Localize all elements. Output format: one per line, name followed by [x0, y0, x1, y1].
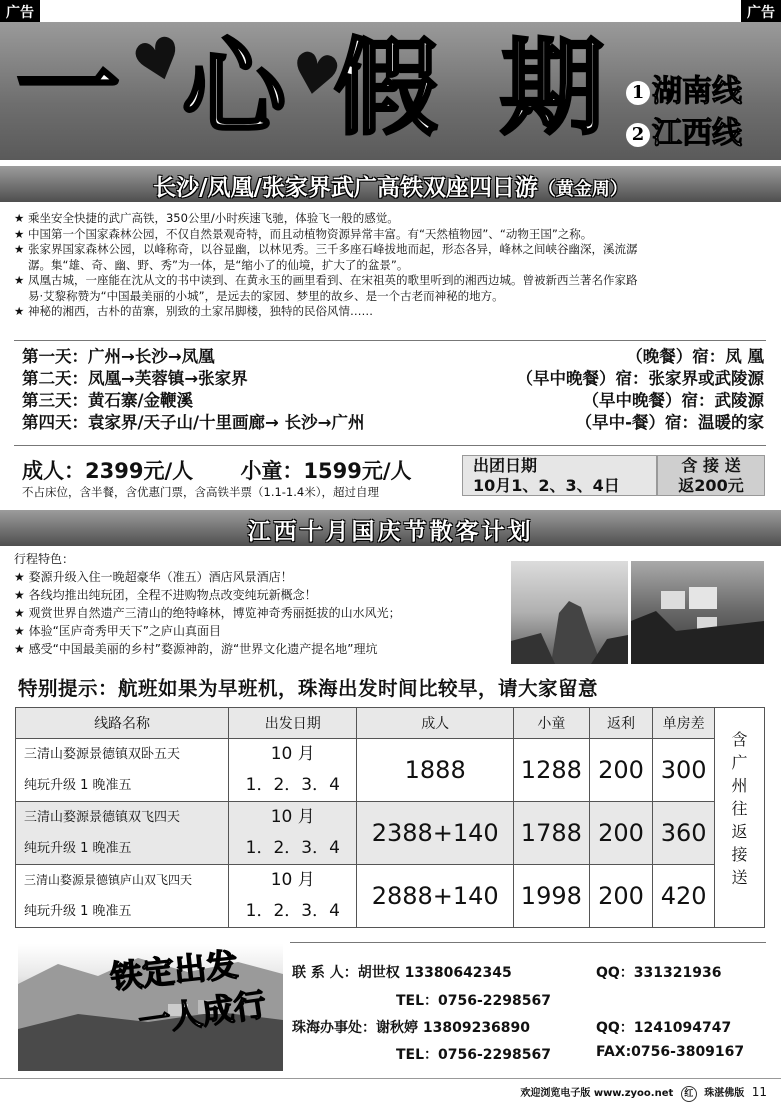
itinerary-day: 第四天：袁家界/天子山/十里画廊→ 长沙→广州	[22, 413, 365, 432]
route-name: 三清山婺源景德镇庐山双飞四天 纯玩升级 1 晚准五	[16, 865, 229, 928]
contact-name-phone: 胡世权 13380642345	[357, 965, 512, 981]
hunan-itinerary	[22, 346, 764, 434]
child-price: 1788	[513, 802, 589, 865]
highlight-line: 易·艾黎称赞为“中国最美丽的小城”，是远去的家园、梦里的故乡、是一个古老而神秘的地方。	[28, 288, 504, 303]
route-jiangxi: 2 江西线	[626, 108, 742, 152]
hunan-prices	[22, 455, 412, 485]
itinerary-meals: （晚餐）宿：凤 凰	[626, 347, 764, 366]
transfer-side-note: 含 广 州 往 返 接 送	[715, 707, 765, 928]
itinerary-row	[22, 412, 764, 434]
hero-banner	[0, 22, 781, 160]
hunan-banner	[0, 166, 781, 202]
heart-icon: ♥	[125, 22, 193, 101]
contact-tel: TEL：0756-2298567	[396, 1047, 551, 1063]
contact-qq: QQ：1241094747	[596, 1020, 732, 1036]
col-child: 小童	[513, 708, 589, 739]
divider	[290, 942, 766, 943]
contact-name-phone: 谢秋婷 13809236890	[376, 1020, 531, 1036]
feature-line: ★ 婺源升级入住一晚超豪华（准五）酒店风景酒店！	[14, 570, 293, 584]
col-rebate: 返利	[589, 708, 653, 739]
title-char-3: 假	[334, 26, 439, 149]
single-supplement: 420	[653, 865, 715, 928]
itinerary-row	[22, 368, 764, 390]
highlight-line: ★ 中国第一个国家森林公园，不仅自然景观奇特，而且动植物资源异常丰富。有“天然植物园”、“动物王国”之称。	[14, 226, 593, 241]
highlight-line: ★ 乘坐安全快捷的武广高铁，350公里/小时疾速飞驰，体验飞一般的感觉。	[14, 211, 399, 225]
feature-line: ★ 感受“中国最美丽的乡村”婺源神韵，游“世界文化遗产提名地”理坑	[14, 642, 378, 656]
itinerary-day: 第一天：广州→长沙→凤凰	[22, 347, 215, 366]
itinerary-meals: （早中晚餐）宿：张家界或武陵源	[516, 369, 764, 388]
transfer-title: 含 接 送	[681, 456, 741, 475]
mountain-photo	[511, 561, 628, 664]
route-name: 三清山婺源景德镇双卧五天 纯玩升级 1 晚准五	[16, 739, 229, 802]
hunan-banner-title: 长沙/凤凰/张家界武广高铁双座四日游	[153, 175, 538, 201]
table-row	[16, 865, 715, 928]
heart-icon: ♥	[284, 39, 346, 112]
feature-line: ★ 观赏世界自然遗产三清山的绝特峰林，博览神奇秀丽挺拔的山水风光；	[14, 606, 401, 620]
highlight-line: ★ 凤凰古城，一座能在沈从文的书中读到、在黄永玉的画里看到、在宋祖英的歌里听到的湘西边城。曾被新西兰著名作家路	[14, 273, 638, 287]
ad-label-left: 广告	[0, 0, 40, 24]
highlight-line: ★ 张家界国家森林公园，以峰称奇，以谷显幽，以林见秀。三千多座石峰拔地而起，形态各异，峰林之间峡谷幽深，溪流潺	[14, 242, 638, 256]
highlight-line: 潺。集“雄、奇、幽、野、秀”为一体，是“缩小了的仙境，扩大了的盆景”。	[28, 257, 409, 272]
village-photo	[631, 561, 764, 664]
divider	[14, 340, 766, 341]
feature-line: ★ 体验“匡庐奇秀甲天下”之庐山真面目	[14, 624, 222, 638]
hunan-banner-suffix: （黄金周）	[537, 179, 628, 200]
adult-price: 2388+140	[357, 802, 514, 865]
highlight-line: ★ 神秘的湘西，古朴的苗寨，别致的土家吊脚楼，独特的民俗风情……	[14, 304, 373, 318]
departure-box	[462, 455, 657, 496]
rebate: 200	[589, 739, 653, 802]
col-single: 单房差	[653, 708, 715, 739]
jiangxi-banner	[0, 510, 781, 546]
route-date: 10 月 1．2．3．4	[229, 802, 357, 865]
itinerary-row	[22, 390, 764, 412]
rebate-text: 返200元	[678, 476, 744, 495]
divider	[14, 445, 766, 446]
itinerary-row	[22, 346, 764, 368]
title-char-2: 心	[182, 26, 287, 149]
slogan-line-1: 铁定出发	[108, 945, 240, 997]
col-adult: 成人	[357, 708, 514, 739]
itinerary-meals: （早中-餐）宿：温暖的家	[575, 413, 764, 432]
departure-dates: 10月1、2、3、4日	[473, 476, 620, 495]
child-price: 小童：1599元/人	[240, 459, 412, 483]
itinerary-meals: （早中晚餐）宿：武陵源	[582, 391, 764, 410]
table-row	[16, 802, 715, 865]
col-date: 出发日期	[229, 708, 357, 739]
footer	[520, 1084, 767, 1102]
rebate: 200	[589, 802, 653, 865]
col-route: 线路名称	[16, 708, 229, 739]
contact-fax: FAX:0756-3809167	[596, 1044, 745, 1060]
route-name: 三清山婺源景德镇双飞四天 纯玩升级 1 晚准五	[16, 802, 229, 865]
title-char-4: 期	[500, 26, 605, 149]
title-char-1: 一	[16, 26, 121, 149]
adult-price: 1888	[357, 739, 514, 802]
footer-divider	[0, 1078, 781, 1079]
ad-label-right: 广告	[741, 0, 781, 24]
footer-section: 珠湛佛版	[704, 1088, 745, 1099]
special-notice: 特别提示：航班如果为早班机，珠海出发时间比较早，请大家留意	[18, 677, 599, 700]
table-row	[16, 739, 715, 802]
single-supplement: 360	[653, 802, 715, 865]
transfer-box	[657, 455, 765, 496]
jiangxi-features	[14, 550, 514, 658]
route-date: 10 月 1．2．3．4	[229, 865, 357, 928]
feature-line: ★ 各线均推出纯玩团，全程不进购物点改变纯玩新概念！	[14, 588, 317, 602]
itinerary-day: 第二天：凤凰→芙蓉镇→张家界	[22, 369, 248, 388]
single-supplement: 300	[653, 739, 715, 802]
route-hunan: 1 湖南线	[626, 66, 742, 110]
jiangxi-banner-title: 江西十月国庆节散客计划	[247, 519, 534, 545]
adult-price: 成人：2399元/人	[22, 459, 194, 483]
footer-text: 欢迎浏览电子版 www.zyoo.net	[520, 1088, 674, 1099]
slogan-line-2: 一人成行	[136, 985, 269, 1041]
hunan-highlights	[14, 211, 766, 320]
contact-tel: TEL：0756-2298567	[396, 993, 551, 1009]
adult-price: 2888+140	[357, 865, 514, 928]
child-price: 1998	[513, 865, 589, 928]
slogan-image	[18, 944, 283, 1071]
child-price: 1288	[513, 739, 589, 802]
contact-line: 珠海办事处：谢秋婷 13809236890	[292, 1020, 531, 1036]
features-title: 行程特色：	[14, 552, 75, 566]
logo-icon: 红	[681, 1086, 697, 1102]
itinerary-day: 第三天：黄石寨/金鞭溪	[22, 391, 194, 410]
route-date: 10 月 1．2．3．4	[229, 739, 357, 802]
departure-title: 出团日期	[473, 456, 538, 475]
table-header-row	[16, 708, 715, 739]
contact-qq: QQ：331321936	[596, 965, 722, 981]
contact-line: 联 系 人：胡世权 13380642345	[292, 965, 512, 981]
price-note: 不占床位，含半餐，含优惠门票，含高铁半票（1.1-1.4米），超过自理	[22, 485, 379, 499]
jiangxi-price-table	[15, 707, 715, 928]
rebate: 200	[589, 865, 653, 928]
page-number: 11	[751, 1085, 767, 1099]
